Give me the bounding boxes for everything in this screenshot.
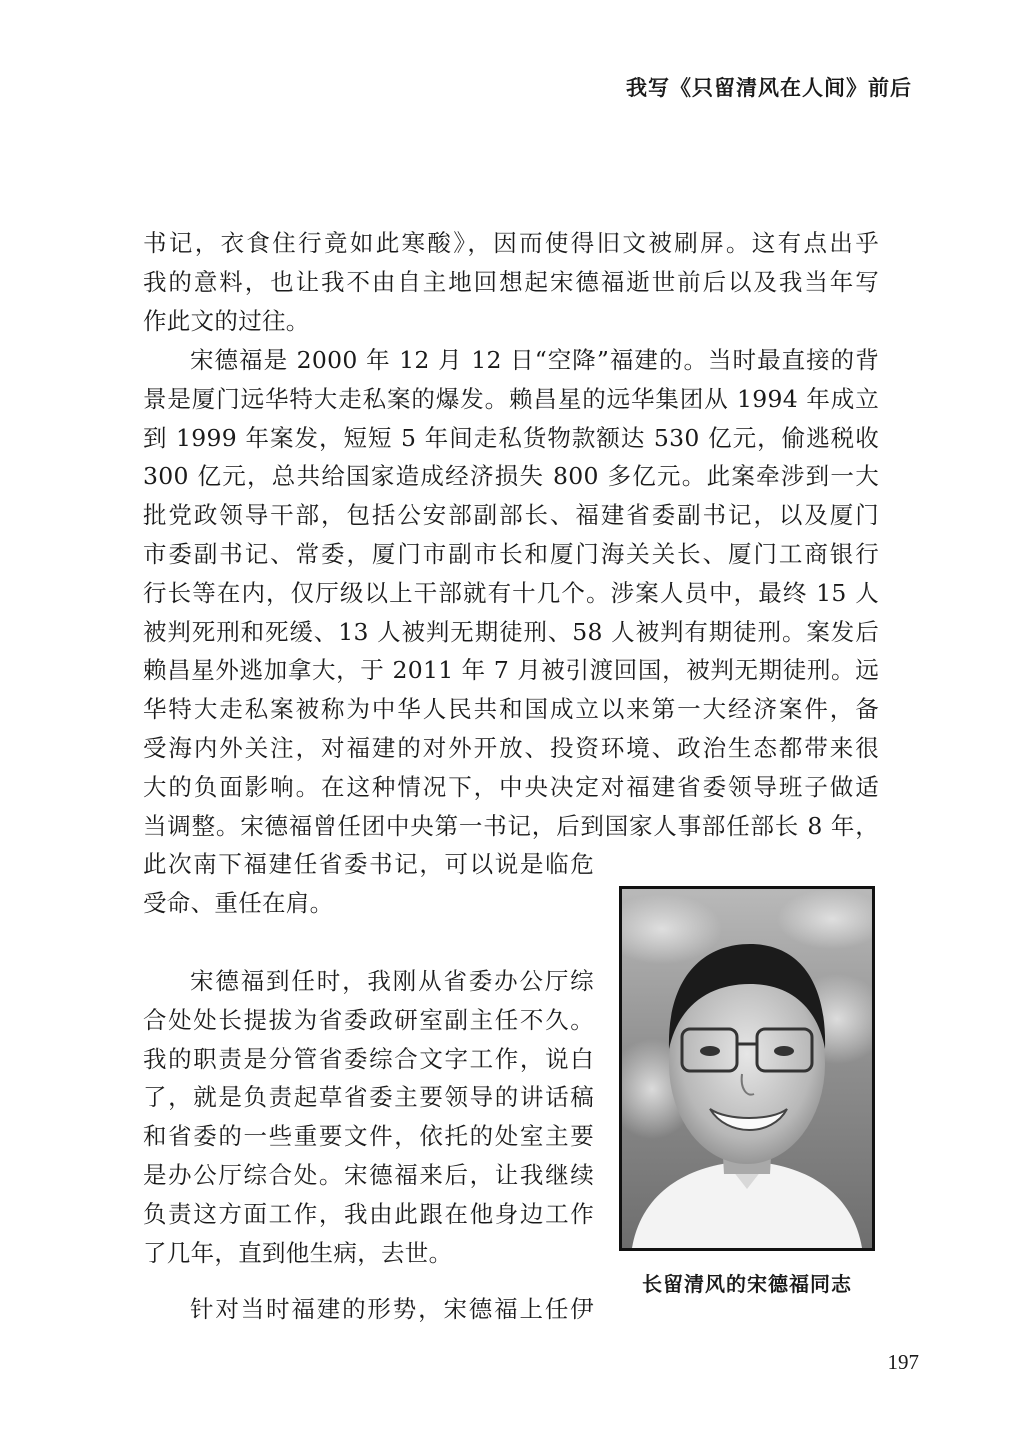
text-line: 市委副书记、常委，厦门市副市长和厦门海关关长、厦门工商银行 bbox=[143, 539, 879, 568]
text-line: 针对当时福建的形势，宋德福上任伊 bbox=[190, 1295, 594, 1323]
text-line: 受命、重任在肩。 bbox=[143, 889, 334, 918]
text-line: 我的意料，也让我不由自主地回想起宋德福逝世前后以及我当年写 bbox=[143, 267, 879, 296]
text-line: 批党政领导干部，包括公安部副部长、福建省委副书记，以及厦门 bbox=[143, 501, 879, 530]
paragraph-4 bbox=[143, 1290, 594, 1329]
text-line: 合处处长提拔为省委政研室副主任不久。 bbox=[143, 1005, 594, 1034]
text-line: 受海内外关注，对福建的对外开放、投资环境、政治生态都带来很 bbox=[143, 733, 879, 762]
text-line: 300 亿元，总共给国家造成经济损失 800 多亿元。此案牵涉到一大 bbox=[143, 462, 879, 491]
text-line: 大的负面影响。在这种情况下，中央决定对福建省委领导班子做适 bbox=[143, 772, 879, 801]
paragraph-1 bbox=[143, 224, 879, 340]
text-line: 到 1999 年案发，短短 5 年间走私货物款额达 530 亿元，偷逃税收 bbox=[143, 423, 879, 452]
text-line: 了几年，直到他生病，去世。 bbox=[143, 1238, 453, 1267]
text-line: 作此文的过往。 bbox=[143, 306, 310, 335]
text-line: 华特大走私案被称为中华人民共和国成立以来第一大经济案件，备 bbox=[143, 695, 879, 724]
text-line: 了，就是负责起草省委主要领导的讲话稿 bbox=[143, 1083, 594, 1112]
portrait-photo bbox=[619, 886, 875, 1251]
text-line: 我的职责是分管省委综合文字工作，说白 bbox=[143, 1044, 594, 1073]
text-line: 书记，衣食住行竟如此寒酸》，因而使得旧文被刷屏。这有点出乎 bbox=[143, 229, 879, 257]
text-line: 行长等在内，仅厅级以上干部就有十几个。涉案人员中，最终 15 人 bbox=[143, 578, 879, 607]
text-line: 宋德福是 2000 年 12 月 12 日“空降”福建的。当时最直接的背 bbox=[190, 346, 879, 374]
paragraph-3 bbox=[143, 962, 594, 1272]
text-line: 被判死刑和死缓、13 人被判无期徒刑、58 人被判有期徒刑。案发后 bbox=[143, 617, 879, 646]
text-line: 此次南下福建任省委书记，可以说是临危 bbox=[143, 850, 594, 879]
running-head: 我写《只留清风在人间》前后 bbox=[626, 76, 912, 100]
text-line: 赖昌星外逃加拿大，于 2011 年 7 月被引渡回国，被判无期徒刑。远 bbox=[143, 656, 879, 685]
text-line: 当调整。宋德福曾任团中央第一书记，后到国家人事部任部长 8 年， bbox=[143, 811, 879, 840]
photo-caption: 长留清风的宋德福同志 bbox=[642, 1272, 852, 1296]
text-line: 景是厦门远华特大走私案的爆发。赖昌星的远华集团从 1994 年成立 bbox=[143, 384, 879, 413]
text-line: 是办公厅综合处。宋德福来后，让我继续 bbox=[143, 1160, 594, 1189]
text-line: 和省委的一些重要文件，依托的处室主要 bbox=[143, 1122, 594, 1151]
text-line: 宋德福到任时，我刚从省委办公厅综 bbox=[190, 967, 594, 995]
page-number: 197 bbox=[887, 1350, 919, 1374]
text-line: 负责这方面工作，我由此跟在他身边工作 bbox=[143, 1199, 594, 1228]
portrait-image bbox=[622, 889, 872, 1248]
paragraph-2 bbox=[143, 341, 879, 923]
